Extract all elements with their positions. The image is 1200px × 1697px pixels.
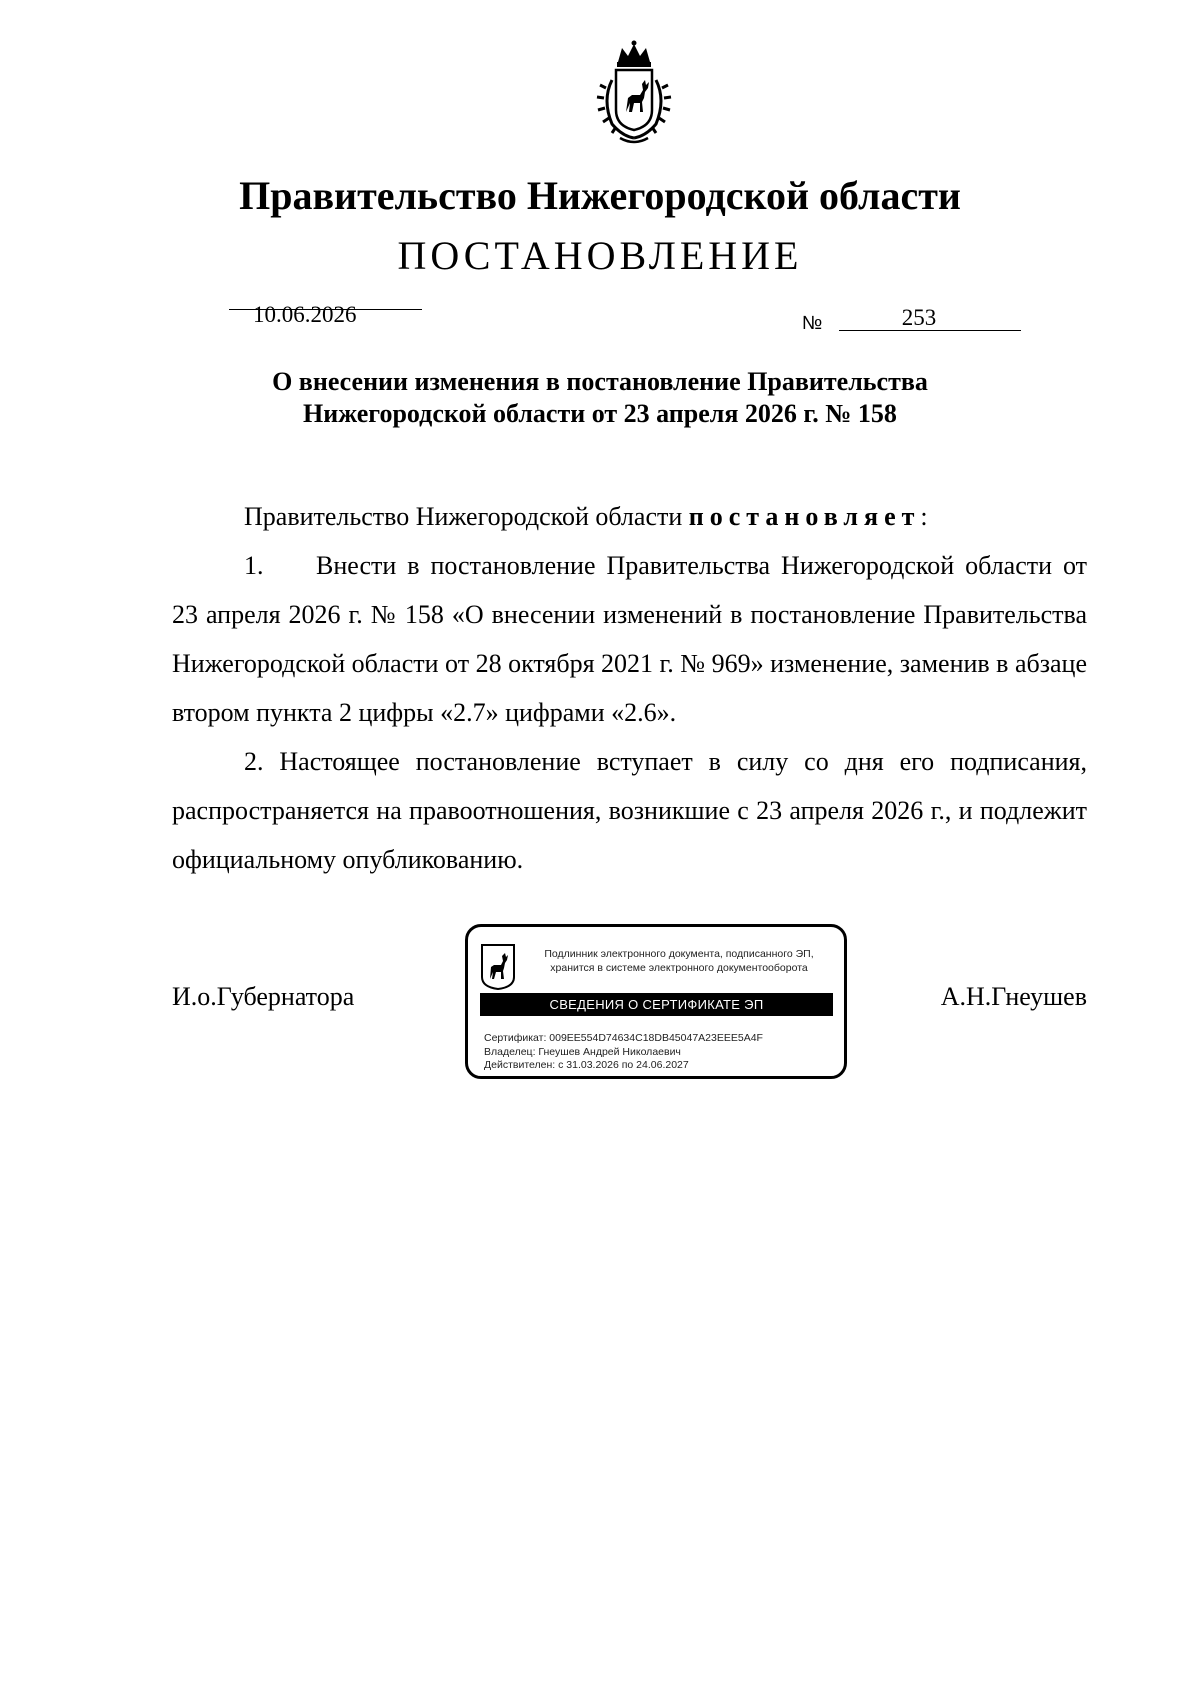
government-title: Правительство Нижегородской области	[239, 173, 961, 218]
item-1-number: 1.	[244, 551, 264, 580]
deer-emblem-icon	[480, 943, 516, 991]
signatory-name: А.Н.Гнеушев	[940, 982, 1087, 1011]
preamble-colon: :	[920, 502, 928, 531]
certificate-details	[484, 1032, 763, 1073]
certificate-serial: Сертификат: 009EE554D74634C18DB45047A23EEE5A4F	[484, 1032, 763, 1044]
document-subject	[0, 366, 1200, 430]
subject-line-1: О внесении изменения в постановление Правительства	[272, 367, 928, 396]
coat-of-arms-emblem-icon	[582, 40, 686, 148]
certificate-owner: Владелец: Гнеушев Андрей Николаевич	[484, 1045, 681, 1058]
certificate-info-bar: СВЕДЕНИЯ О СЕРТИФИКАТЕ ЭП	[480, 993, 833, 1016]
item-1-text: Внести в постановление Правительства Нижегородской области от 23 апреля 2026 г. № 158 «О внесении изменений в постановление Правительства Нижегородской области от 28 октября 2021 г. № 969» изменение, заменив в абзаце втором пункта 2 цифры «2.7» цифрами «2.6».	[172, 551, 1087, 727]
stamp-header-line-2: хранится в системе электронного документооборота	[550, 962, 808, 974]
subject-line-2: Нижегородской области от 23 апреля 2026 г. № 158	[303, 399, 897, 428]
number-sign: №	[802, 313, 823, 334]
preamble-action: постановляет	[688, 502, 921, 531]
stamp-header	[524, 947, 834, 975]
item-2-paragraph: 2. Настоящее постановление вступает в силу со дня его подписания, распространяется на правоотношения, возникшие с 23 апреля 2026 г., и подлежит официальному опубликованию.	[172, 747, 1087, 874]
preamble-paragraph	[172, 492, 1087, 541]
preamble-text: Правительство Нижегородской области	[244, 502, 689, 531]
document-number: 253	[901, 305, 937, 330]
item-1-paragraph	[172, 541, 1087, 737]
certificate-validity: Действителен: с 31.03.2026 по 24.06.2027	[484, 1059, 689, 1071]
document-type: ПОСТАНОВЛЕНИЕ	[397, 233, 803, 278]
document-date: 10.06.2026	[253, 302, 357, 327]
signatory-role: И.о.Губернатора	[172, 982, 355, 1011]
stamp-header-line-1: Подлинник электронного документа, подписанного ЭП,	[544, 948, 814, 960]
document-body	[172, 492, 1087, 884]
electronic-signature-stamp	[465, 924, 847, 1079]
